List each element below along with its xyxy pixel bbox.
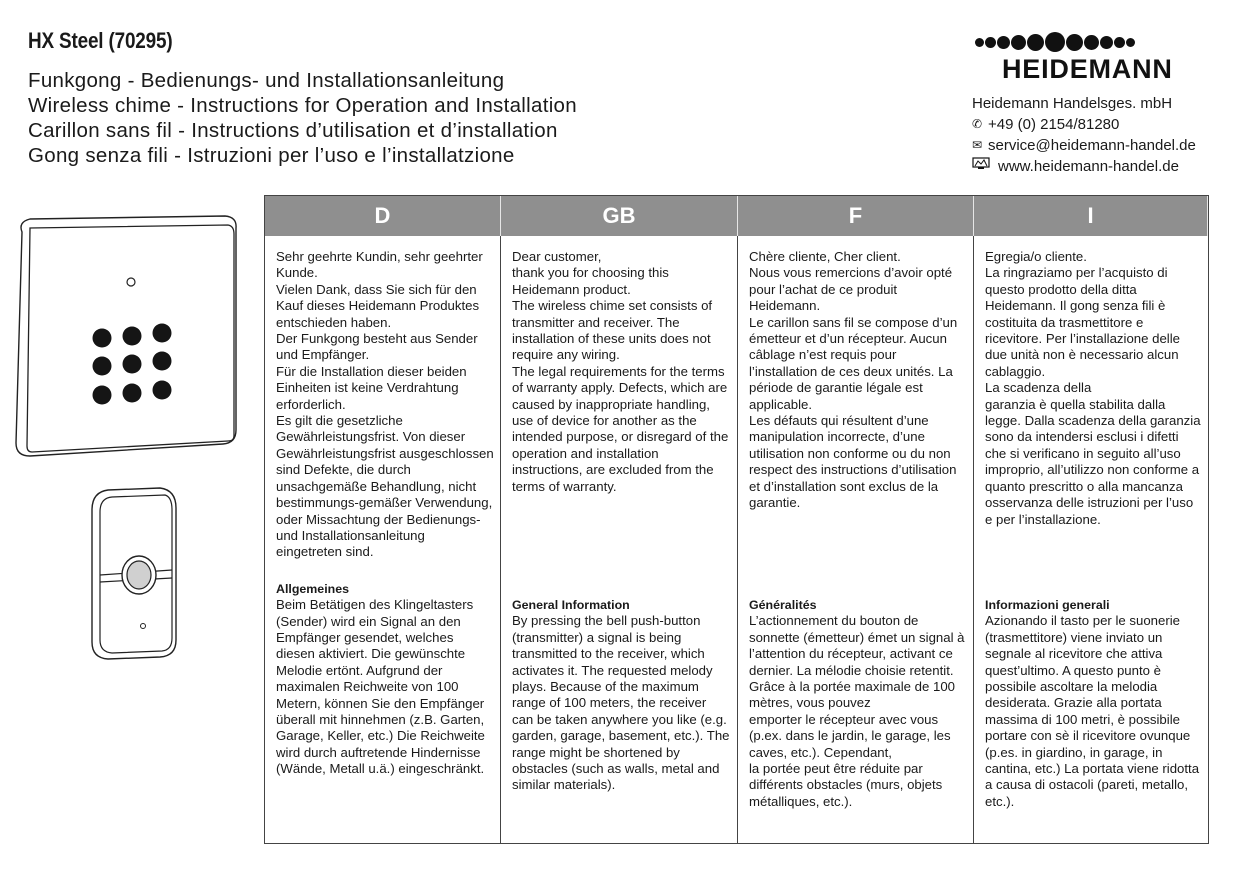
product-illustrations [0,0,260,660]
column-header-gb: GB [501,196,738,236]
heidemann-logo-dots [975,32,1136,52]
column-gb [501,236,738,843]
column-header-f: F [738,196,974,236]
intro-text: Egregia/o cliente. La ringraziamo per l’acquisto di questo prodotto della ditta Heidemann. Il gong senza fili è costituita da trasmettitore e ricevitore. Per l’installazione delle due unità non è necessario alcun cablaggio. La scadenza della garanzia è quella stabilita dalla legge. Dalla scadenza della garanzia sono da intendersi esclusi i difetti che si verificano in seguito all’uso improprio, all’utilizzo non conforme a quanto prescritto o alla mancanza osservanza delle istruzioni per l’uso e per l’installazione. [985,249,1201,527]
column-header-d: D [265,196,501,236]
column-i [974,236,1208,843]
intro-text: Dear customer, thank you for choosing this Heidemann product. The wireless chime set consists of transmitter and receiver. The installation of these units does not require any wiring. The legal requirements for the terms of warranty apply. Defects, which are caused by inappropriate handling, use of device for another as the intended purpose, or disregard of the operation and installation instructions, are excluded from the terms of warranty. [512,249,729,494]
phone-number: +49 (0) 2154/81280 [988,116,1120,133]
subtitle-it: Gong senza fili - Istruzioni per l’uso e l’installatzione [28,144,515,167]
section-title: Généralités [749,598,817,612]
subtitle-gb: Wireless chime - Instructions for Operation and Installation [28,94,577,117]
receiver-illustration [16,216,236,456]
column-header-i: I [974,196,1208,236]
section-body: Azionando il tasto per le suonerie (trasmettitore) viene inviato un segnale al ricevitore che attiva quest’ultimo. A questo punto è possibile ascoltare la melodia desiderata. Grazie alla portata massima di 100 metri, è possibile portare con sè il ricevitore ovunque (p.es. in giardino, in garage, in cantina, etc.) La portata viene ridotta a causa di ostacoli (pareti, metallo, etc.). [985,613,1200,809]
column-d [265,236,501,843]
intro-text: Sehr geehrte Kundin, sehr geehrter Kunde. Vielen Dank, dass Sie sich für den Kauf dieses Heidemann Produktes entschieden haben. Der Funkgong besteht aus Sender und Empfänger. Für die Installation dieser beiden Einheiten ist keine Verdrahtung erforderlich. Es gilt die gesetzliche Gewährleistungsfrist. Von dieser Gewährleistungsfrist ausgeschlossen sind Defekte, die durch unsachgemäße Behandlung, nicht bestimmungs-gemäßer Verwendung, oder Missachtung der Bedienungs- und Installationsanleitung eingetreten sind. [276,249,494,560]
company-name: Heidemann Handelsges. mbH [972,95,1173,112]
email-link[interactable]: service@heidemann-handel.de [988,137,1196,154]
section-body: By pressing the bell push-button (transmitter) a signal is being transmitted to the receiver, which activates it. The requested melody plays. Because of the maximum range of 100 meters, the receiver can be taken anywhere you like (e.g. garden, garage, basement, etc.). The range might be shortened by obstacles (such as walls, metal and similar materials). [512,613,730,793]
intro-text: Chère cliente, Cher client. Nous vous remercions d’avoir opté pour l’achat de ce produit Heidemann. Le carillon sans fil se compose d’un émetteur et d’un récepteur. Aucun câblage n’est requis pour l’installation de ces deux unités. La période de garantie légale est applicable. Les défauts qui résultent d’une manipulation incorrecte, d’une utilisation non conforme ou du non respect des instructions d’utilisation et d’installation sont exclus de la garantie. [749,249,958,511]
heidemann-logo-text: HEIDEMANN [1002,54,1173,84]
section-title: Allgemeines [276,581,349,596]
subtitle-de: Funkgong - Bedienungs- und Installationsanleitung [28,69,505,92]
section-body: Beim Betätigen des Klingeltasters (Sender) wird ein Signal an den Empfänger gesendet, welches diesen aktiviert. Die gewünschte Melodie ertönt. Aufgrund der maximalen Reichweite von 100 Metern, können Sie den Empfänger überall mit hinnehmen (z.B. Garten, Garage, Keller, etc.) Die Reichweite wird durch auftretende Hindernisse (Wände, Metall u.ä.) eingeschränkt. [276,597,485,777]
section-title: Informazioni generali [985,598,1110,612]
instructions-table [264,195,1209,844]
phone-icon: ✆ [972,117,983,131]
transmitter-illustration [92,488,176,659]
mail-icon: ✉ [972,138,983,152]
website-link[interactable]: www.heidemann-handel.de [998,158,1179,175]
product-title: HX Steel (70295) [28,28,173,53]
subtitle-fr: Carillon sans fil - Instructions d’utilisation et d’installation [28,119,558,142]
contact-block [972,93,1196,177]
section-body: L’actionnement du bouton de sonnette (émetteur) émet un signal à l’attention du récepteur, activant ce dernier. La mélodie choisie retentit. Grâce à la portée maximale de 100 mètres, vous pouvez emporter le récepteur avec vous (p.ex. dans le jardin, le garage, les caves, etc.). Cependant, la portée peut être réduite par différents obstacles (murs, objets métalliques, etc.). [749,613,965,809]
column-f [738,236,974,843]
section-title: General Information [512,598,630,612]
web-icon [972,156,998,177]
